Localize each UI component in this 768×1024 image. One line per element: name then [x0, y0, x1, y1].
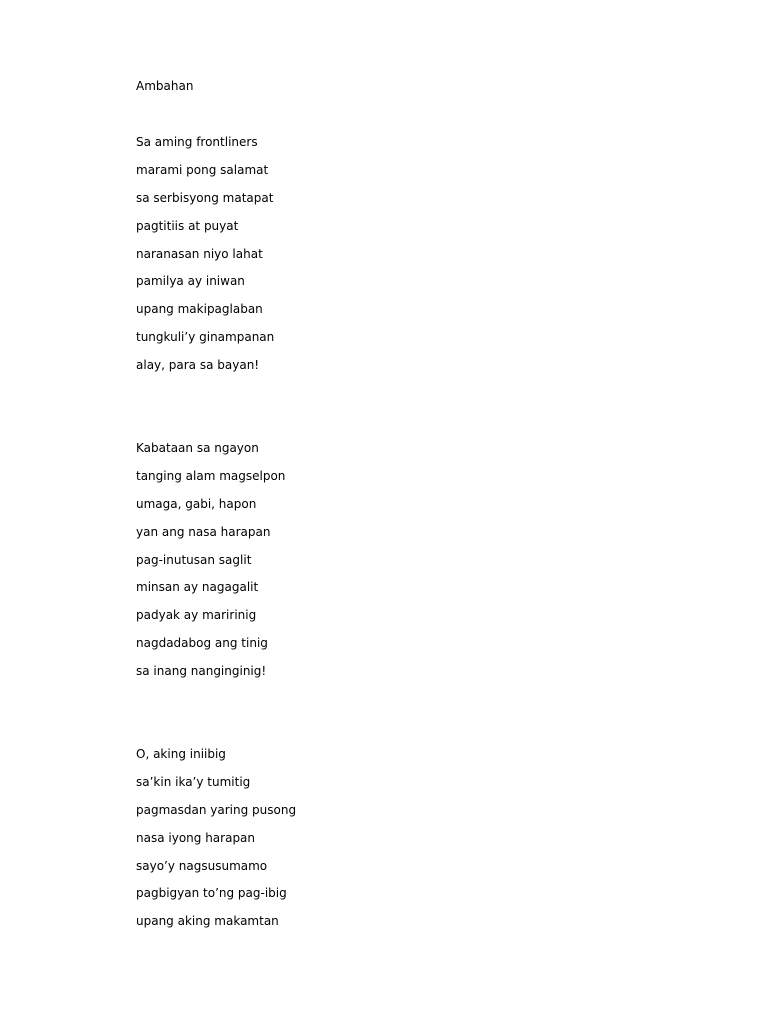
poem-line: tungkuli’y ginampanan [136, 330, 275, 345]
poem-line: tanging alam magselpon [136, 468, 286, 483]
poem-line: pag-inutusan saglit [136, 552, 252, 567]
poem-line: naranasan niyo lahat [136, 246, 263, 261]
poem-line: Sa aming frontliners [136, 135, 258, 149]
poem-line: yan ang nasa harapan [136, 524, 271, 539]
poem-line: nasa iyong harapan [136, 830, 256, 845]
poem-line: O, aking iniibig [136, 747, 226, 761]
stanza [136, 438, 285, 689]
poem-line: sayo’y nagsusumamo [136, 858, 268, 873]
poem-line: minsan ay nagagalit [136, 580, 259, 595]
poem-line: upang makipaglaban [136, 302, 263, 317]
poem-line: upang aking makamtan [136, 914, 279, 929]
poem-title: Ambahan [136, 79, 194, 93]
poem-line: pagmasdan yaring pusong [136, 802, 297, 817]
stanza [136, 744, 296, 939]
poem-line: pamilya ay iniwan [136, 274, 245, 289]
poem-line: sa’kin ika’y tumitig [136, 774, 251, 789]
poem-line: marami pong salamat [136, 162, 269, 177]
stanza [136, 132, 274, 383]
poem-line: sa serbisyong matapat [136, 190, 274, 205]
poem-line: alay, para sa bayan! [136, 358, 260, 373]
poem-line: sa inang nanginginig! [136, 664, 267, 679]
poem-line: nagdadabog ang tinig [136, 636, 268, 651]
poem-line: umaga, gabi, hapon [136, 496, 257, 511]
poem-line: padyak ay maririnig [136, 608, 257, 623]
poem-line: pagtitiis at puyat [136, 218, 239, 233]
poem-line: pagbigyan to’ng pag-ibig [136, 886, 287, 901]
poem-line: Kabataan sa ngayon [136, 441, 259, 455]
